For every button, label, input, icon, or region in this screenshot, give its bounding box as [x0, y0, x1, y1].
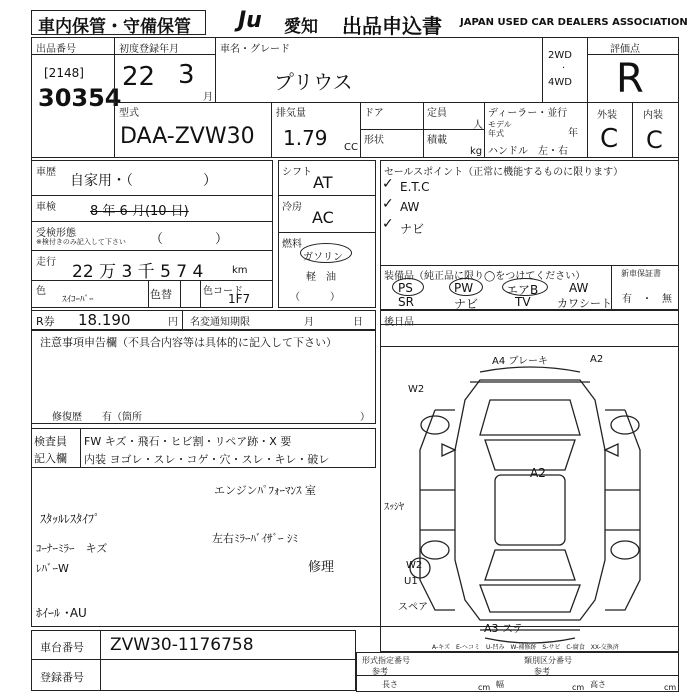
shift-value: AT: [313, 173, 333, 192]
color-code-label: 色コード: [203, 286, 243, 297]
receive-label: 受検形態: [36, 228, 76, 239]
hand-note-5: 左右ﾐﾗｰﾊﾞｲｻﾞｰ ｼﾐ: [212, 532, 298, 545]
exterior-value: C: [600, 124, 619, 154]
diagram-bottom-label: A3 ステ: [484, 622, 524, 635]
name-label: 車名・グレード: [220, 44, 290, 55]
equip-sr: SR: [398, 295, 414, 309]
fuel-other: （ ）: [290, 292, 340, 303]
shift-label: シフト: [282, 167, 312, 178]
equip-circle-airbag: [502, 278, 548, 296]
dealer-label: ディーラー・並行: [488, 108, 568, 119]
reg-month: 3: [178, 60, 195, 90]
hand-note-4: ﾚﾊﾞｰW: [36, 562, 69, 575]
equip-ps: PS: [398, 281, 413, 295]
ac-value: AC: [312, 208, 334, 227]
hand-note-6: 修理: [308, 560, 335, 575]
logo-region: 愛知: [284, 17, 318, 37]
diagram-w2-top: W2: [408, 384, 425, 395]
mileage-label: 走行: [36, 257, 56, 268]
hand-note-2: ｽﾀｯﾙﾚｽﾀｲﾌﾟ: [40, 512, 101, 526]
color-swap-label: 色替: [150, 288, 172, 301]
month-unit: 月: [203, 92, 213, 103]
chassis-label: 車台番号: [40, 641, 84, 654]
handle-label: ハンドル 左・右: [488, 146, 568, 157]
checker-label-1: 検査員: [34, 435, 67, 448]
fuel-gas: ガソリン: [303, 252, 343, 263]
equip-seat: カワシート: [557, 297, 612, 310]
equip-tv: TV: [515, 295, 531, 309]
car-diagram: [380, 340, 680, 670]
disp-label: 排気量: [276, 108, 306, 119]
equip-circle-ps: [392, 278, 424, 296]
receive-value: （ ）: [150, 232, 229, 247]
diagram-spare: スペア: [398, 602, 428, 613]
rating-value: R: [616, 56, 644, 102]
height-unit: cm: [664, 683, 677, 692]
disp-value: 1.79: [283, 126, 328, 150]
inspection-value: 8 年 6 月(10 日): [90, 204, 189, 219]
color-code-value: 1F7: [228, 292, 251, 306]
reg-label: 初度登録年月: [119, 44, 179, 55]
equip-airbag: エアB: [506, 283, 539, 297]
length-unit: cm: [478, 683, 491, 692]
checker-label-2: 記入欄: [34, 452, 67, 465]
lot-number: 30354: [38, 84, 122, 112]
notice-label: 名変通知期限: [190, 317, 250, 328]
seats-label: 定員: [427, 108, 447, 119]
tax-label: R券: [36, 315, 55, 328]
form-title: 出品申込書: [342, 14, 442, 38]
equip-circle-pw: [449, 278, 483, 296]
equip-label: 装備品（純正品に限り◯をつけてください）: [384, 271, 586, 282]
diagram-legend: A-キズ E-ヘコミ U-凹み W-補修跡 S-サビ C-腐食 XX-交換済: [432, 644, 619, 651]
model-value: DAA-ZVW30: [120, 124, 255, 149]
drive-4wd: 4WD: [548, 77, 572, 88]
diagram-top-label: A4 ブレーキ: [492, 356, 548, 367]
diagram-top-label-2: A2: [590, 354, 604, 365]
ac-label: 冷房: [282, 202, 302, 213]
notice-month: 月: [304, 317, 314, 328]
hand-note-7: ﾎｲｰﾙ ･AU: [36, 606, 87, 620]
tax-unit: 円: [168, 317, 178, 328]
sales-label: セールスポイント（正常に機能するものに限ります）: [384, 167, 624, 178]
chassis-value: ZVW30-1176758: [110, 635, 254, 655]
year-unit: 年: [568, 128, 578, 139]
class-label: 類別区分番号: [524, 656, 572, 665]
diagram-center-label: A2: [530, 466, 546, 480]
hand-note-1: エンジンﾊﾟﾌｫｰﾏﾝｽ 室: [214, 484, 316, 497]
door-label: ドア: [364, 108, 384, 119]
checker-line-2: 内装 ヨゴレ・スレ・コゲ・穴・スレ・キレ・破レ: [84, 453, 330, 466]
length-label: 長さ: [382, 680, 398, 689]
check-mark: ✓: [382, 196, 394, 212]
equip-pw: PW: [454, 281, 474, 295]
width-unit: cm: [572, 683, 585, 692]
diagram-w2-bottom: W2: [406, 560, 423, 571]
sales-item-3: ナビ: [400, 222, 425, 236]
checker-line-1: FW キズ・飛石・ヒビ割・リペア跡・X 要: [84, 435, 292, 448]
header-title-left: 車内保管・守備保管: [38, 17, 191, 37]
receive-sub: ※検付きのみ記入して下さい: [36, 238, 126, 246]
exterior-label: 外装: [597, 110, 617, 121]
shape-label: 形状: [364, 135, 384, 146]
equip-navi: ナビ: [454, 297, 479, 311]
sales-item-1: E.T.C: [400, 180, 430, 194]
model-year-label1: モデル: [488, 120, 512, 129]
model-year-label2: 年式: [488, 129, 504, 138]
rating-label: 評価点: [610, 44, 640, 55]
repair-label: 修復歴 有（箇所: [52, 412, 142, 423]
drive-2wd: 2WD: [548, 50, 572, 61]
history-label: 車歴: [36, 167, 56, 178]
lot-sub: [2148]: [44, 66, 84, 80]
logo-mark: Ju: [238, 8, 262, 33]
notice-day: 日: [353, 317, 363, 328]
form-title-en: JAPAN USED CAR DEALERS ASSOCIATION: [460, 17, 688, 28]
load-unit: kg: [470, 146, 483, 157]
disp-unit: CC: [344, 142, 358, 153]
load-label: 積載: [427, 135, 447, 146]
seats-unit: 人: [473, 120, 483, 131]
model-label: 型式: [119, 108, 139, 119]
width-label: 幅: [496, 680, 504, 689]
fuel-diesel: 軽 油: [306, 272, 336, 283]
check-mark: ✓: [382, 216, 394, 232]
fuel-gas-circle: [300, 243, 352, 263]
fuel-label: 燃料: [282, 239, 302, 250]
mileage-value: 22 万 3 千 5 7 4: [72, 262, 204, 282]
repair-close: ）: [360, 412, 370, 423]
plate-label: 後日品: [384, 317, 414, 328]
interior-label: 内装: [643, 110, 663, 121]
mileage-unit: km: [232, 265, 248, 276]
color-value: ｽｲｺｰﾊﾞｰ: [62, 295, 94, 305]
inspection-label: 車検: [36, 202, 56, 213]
reg-number-label: 登録番号: [40, 671, 84, 684]
history-value: 自家用・（ ）: [70, 173, 217, 189]
hand-note-3: ｺｰﾅｰﾐﾗｰ キズ: [36, 542, 108, 555]
class-ref: 参考: [534, 667, 550, 676]
interior-value: C: [646, 126, 663, 154]
form-spec-label: 形式指定番号: [362, 656, 410, 665]
notes-label: 注意事項申告欄（不具合内容等は具体的に記入して下さい）: [40, 336, 337, 349]
drive-sep: ·: [562, 63, 566, 74]
color-label: 色: [36, 286, 46, 297]
reg-year: 22: [122, 62, 156, 92]
warranty-label: 新車保証書: [621, 269, 661, 278]
height-label: 高さ: [590, 680, 606, 689]
lot-label: 出品番号: [36, 44, 76, 55]
warranty-value: 有 ・ 無: [622, 294, 672, 305]
diagram-left-label: ｽｯｼﾔ: [384, 502, 404, 513]
equip-aw: AW: [569, 281, 589, 295]
sales-item-2: AW: [400, 200, 420, 214]
check-mark: ✓: [382, 176, 394, 192]
tax-value: 18.190: [78, 311, 131, 329]
form-spec-ref: 参考: [372, 667, 388, 676]
diagram-u1: U1: [404, 576, 418, 587]
name-value: プリウス: [274, 70, 353, 94]
